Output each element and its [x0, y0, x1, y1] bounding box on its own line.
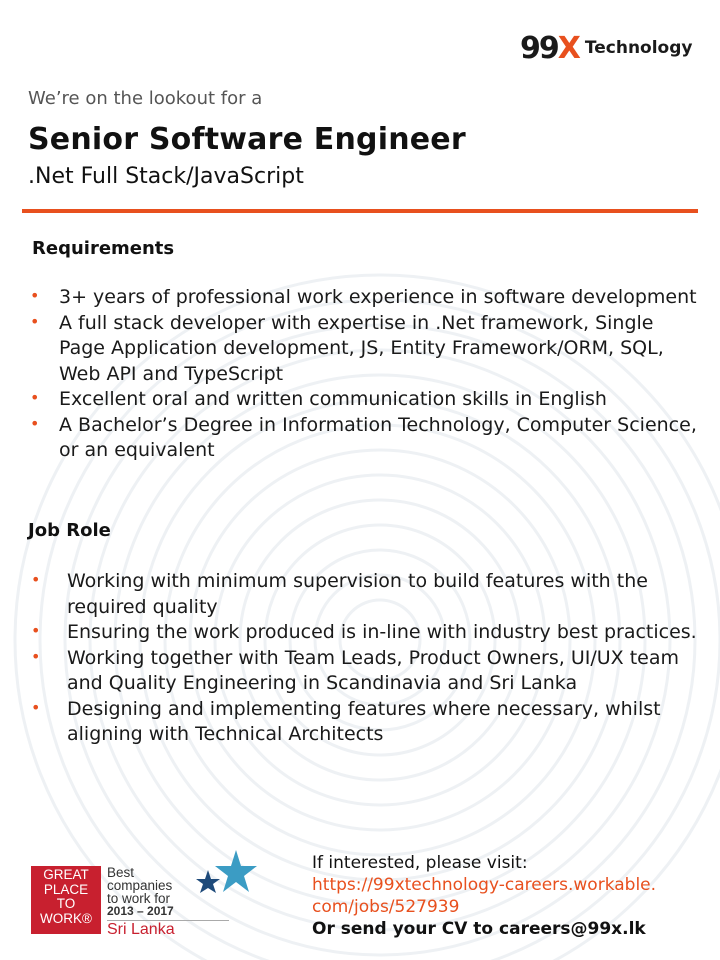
logo-x: X: [557, 30, 581, 66]
contact-prompt: If interested, please visit:: [312, 853, 528, 873]
job-role-list: [30, 569, 700, 748]
list-item: • Excellent oral and written communication skills in English: [30, 387, 700, 413]
bullet-icon: •: [31, 621, 41, 640]
bullet-icon: •: [30, 286, 40, 305]
list-item: • 3+ years of professional work experience in software development: [30, 285, 700, 311]
award-text: Best companies to work for 2013 – 2017 Sri Lanka: [107, 866, 229, 936]
divider: [22, 209, 698, 213]
job-link-cont[interactable]: com/jobs/527939: [312, 897, 460, 917]
list-item: • Working with minimum supervision to build features with the required quality: [30, 569, 700, 620]
logo-number: 99: [520, 30, 558, 66]
company-logo: [520, 28, 692, 68]
bullet-icon: •: [30, 413, 40, 433]
list-item: • Working together with Team Leads, Product Owners, UI/UX team and Quality Engineering in Scandinavia and Sri Lanka: [30, 646, 700, 697]
bullet-icon: •: [30, 311, 40, 331]
cv-email[interactable]: Or send your CV to careers@99x.lk: [312, 919, 646, 939]
list-item: • A full stack developer with expertise in .Net framework, Single Page Application development, JS, Entity Framework/ORM, SQL, Web API and TypeScript: [30, 311, 700, 388]
bullet-icon: •: [31, 697, 41, 717]
requirements-list: [30, 285, 700, 464]
bullet-icon: •: [30, 388, 40, 407]
job-role-heading: Job Role: [28, 520, 111, 541]
intro-text: We’re on the lookout for a: [28, 88, 263, 109]
award-years: 2013 – 2017: [107, 904, 174, 918]
job-link[interactable]: https://99xtechnology-careers.workable.: [312, 875, 657, 895]
job-subtitle: .Net Full Stack/JavaScript: [28, 164, 304, 189]
logo-word: Technology: [584, 38, 693, 58]
list-item: • Ensuring the work produced is in-line with industry best practices.: [30, 620, 700, 646]
great-place-to-work-badge: GREAT PLACE TO WORK®: [31, 866, 101, 934]
award-country: Sri Lanka: [107, 920, 229, 936]
bullet-icon: •: [31, 646, 41, 666]
list-item: • A Bachelor’s Degree in Information Technology, Computer Science, or an equivalent: [30, 413, 700, 464]
requirements-heading: Requirements: [32, 238, 175, 259]
bullet-icon: •: [31, 570, 41, 589]
job-title: Senior Software Engineer: [28, 122, 466, 157]
contact-info: [312, 852, 712, 940]
stars-icon: [192, 848, 258, 902]
list-item: • Designing and implementing features where necessary, whilst aligning with Technical Architects: [30, 697, 700, 748]
